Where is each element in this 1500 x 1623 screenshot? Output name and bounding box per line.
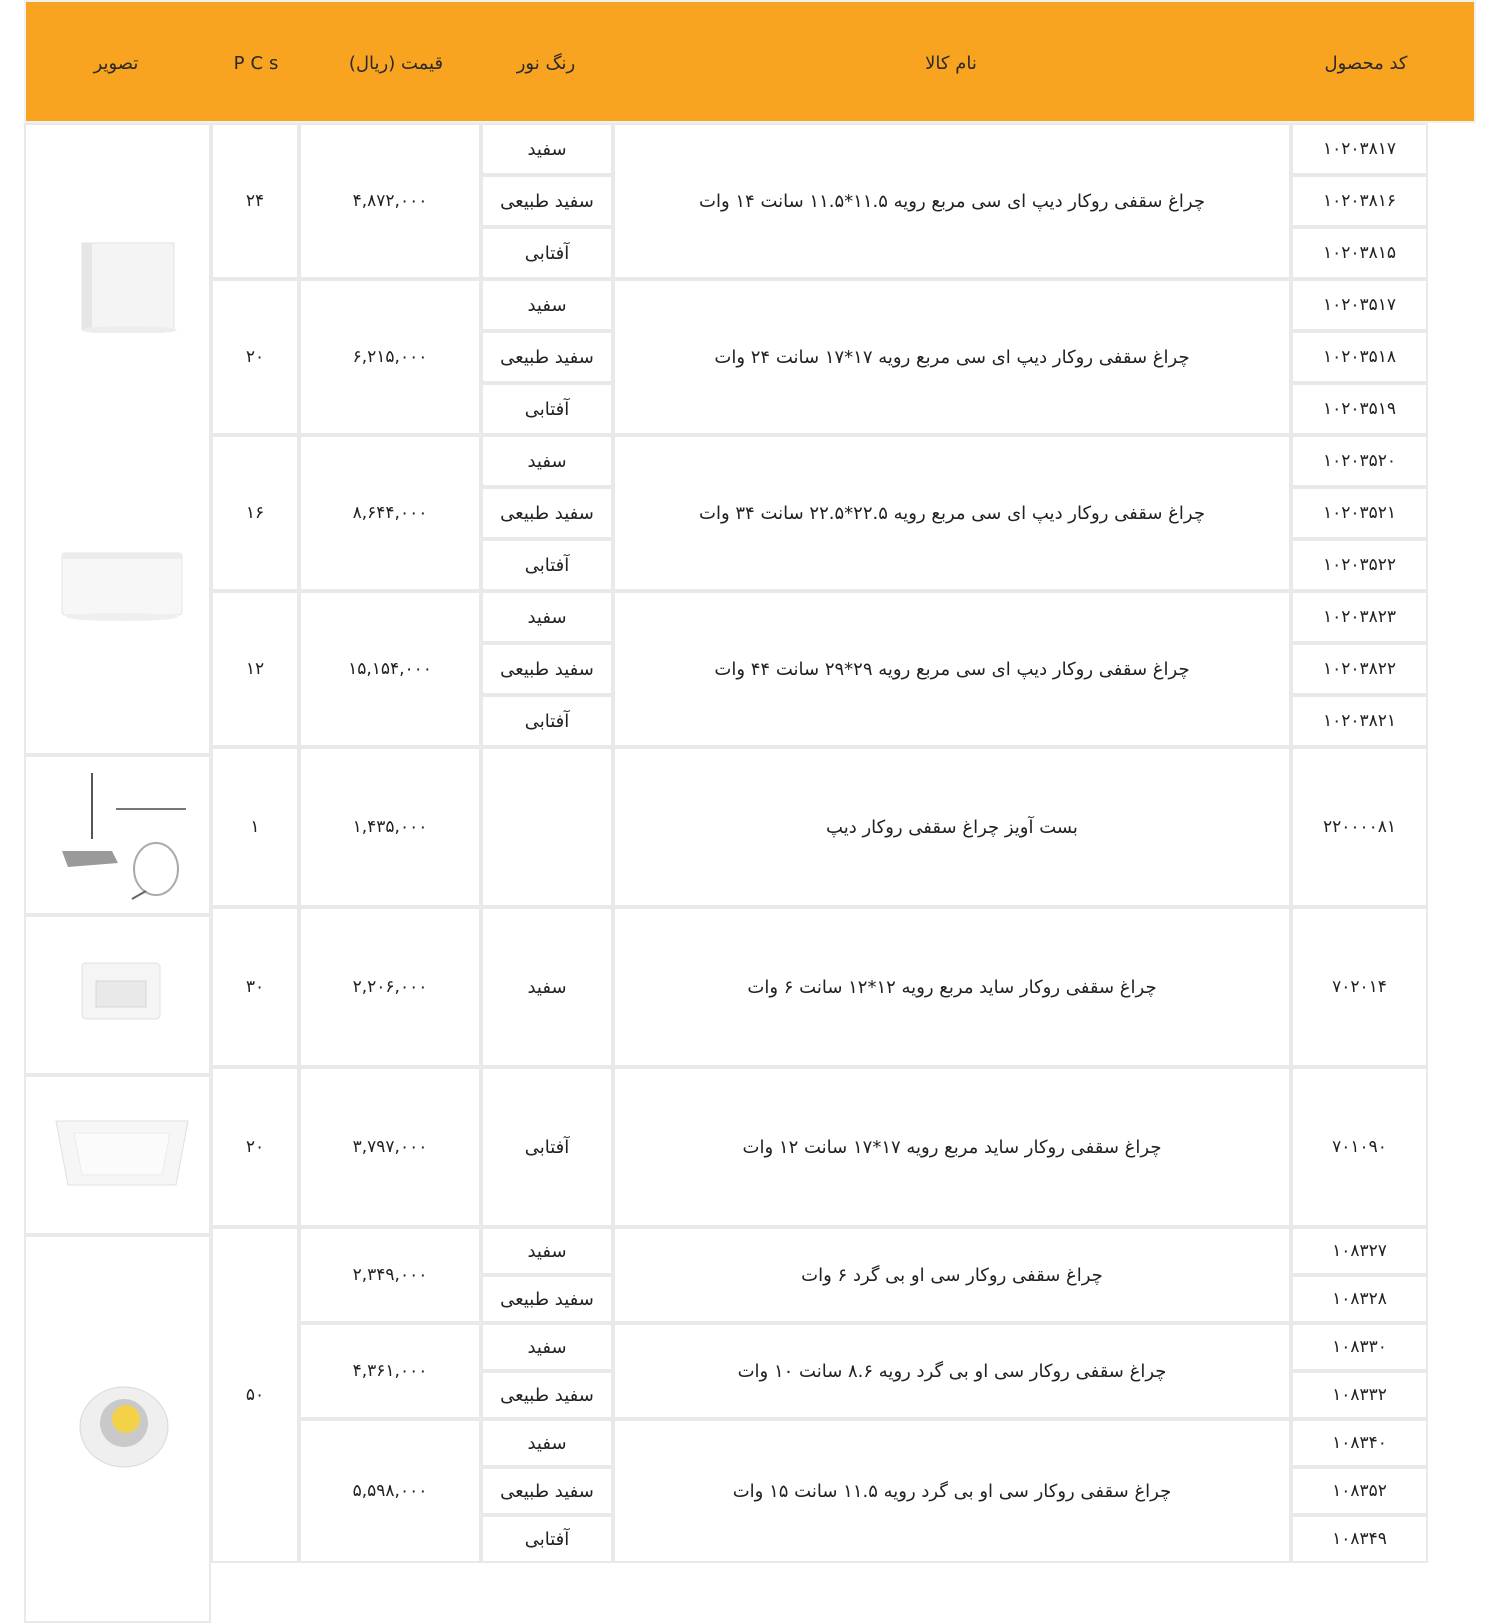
light-color-cell: آفتابی (481, 539, 613, 591)
light-color-cell: سفید (481, 1323, 613, 1371)
product-name-cell: چراغ سقفی روکار دیپ ای سی مربع رویه ۱۷*۱۷ سانت ۲۴ وات (613, 279, 1291, 435)
light-color-cell: سفید (481, 907, 613, 1067)
pcs-cell: ۵۰ (211, 1227, 299, 1563)
light-color-cell: سفید (481, 123, 613, 175)
price-cell: ۸,۶۴۴,۰۰۰ (299, 435, 481, 591)
small-square-light-icon (76, 957, 166, 1027)
price-cell: ۱,۴۳۵,۰۰۰ (299, 747, 481, 907)
image-cell (24, 1235, 211, 1623)
light-color-cell: سفید (481, 591, 613, 643)
light-color-cell: آفتابی (481, 695, 613, 747)
product-code-cell: ۱۰۸۳۳۲ (1291, 1371, 1428, 1419)
product-code-cell: ۱۰۸۳۴۹ (1291, 1515, 1428, 1563)
light-color-cell: سفید طبیعی (481, 487, 613, 539)
header-image: تصویر (93, 53, 139, 74)
price-cell: ۱۵,۱۵۴,۰۰۰ (299, 591, 481, 747)
product-code-cell: ۱۰۲۰۳۸۱۵ (1291, 227, 1428, 279)
hanging-kit-icon (56, 769, 191, 904)
product-code-cell: ۱۰۸۳۴۰ (1291, 1419, 1428, 1467)
light-color-cell: سفید (481, 279, 613, 331)
light-color-cell: سفید طبیعی (481, 1467, 613, 1515)
product-name-cell: بست آویز چراغ سقفی روکار دیپ (613, 747, 1291, 907)
product-code-cell: ۱۰۸۳۳۰ (1291, 1323, 1428, 1371)
light-color-cell (481, 747, 613, 907)
product-code-cell: ۱۰۲۰۳۸۲۳ (1291, 591, 1428, 643)
pcs-cell: ۲۰ (211, 1067, 299, 1227)
product-name-cell: چراغ سقفی روکار دیپ ای سی مربع رویه ۱۱.۵*۱۱.۵ سانت ۱۴ وات (613, 123, 1291, 279)
light-color-cell: سفید طبیعی (481, 1371, 613, 1419)
light-color-cell: سفید طبیعی (481, 175, 613, 227)
price-cell: ۲,۳۴۹,۰۰۰ (299, 1227, 481, 1323)
light-color-cell: آفتابی (481, 1515, 613, 1563)
price-cell: ۵,۵۹۸,۰۰۰ (299, 1419, 481, 1563)
product-code-cell: ۱۰۲۰۳۵۲۰ (1291, 435, 1428, 487)
price-table (24, 0, 1476, 1623)
product-code-cell: ۱۰۸۳۲۸ (1291, 1275, 1428, 1323)
product-code-cell: ۱۰۲۰۳۵۱۸ (1291, 331, 1428, 383)
light-color-cell: آفتابی (481, 1067, 613, 1227)
header-color: رنگ نور (516, 53, 576, 74)
pcs-cell: ۱ (211, 747, 299, 907)
square-box-light-icon (74, 233, 184, 333)
square-panel-light-icon (56, 545, 186, 625)
product-code-cell: ۱۰۸۳۵۲ (1291, 1467, 1428, 1515)
product-name-cell: چراغ سقفی روکار سی او بی گرد رویه ۸.۶ سانت ۱۰ وات (613, 1323, 1291, 1419)
product-code-cell: ۷۰۲۰۱۴ (1291, 907, 1428, 1067)
light-color-cell: سفید طبیعی (481, 643, 613, 695)
product-name-cell: چراغ سقفی روکار ساید مربع رویه ۱۷*۱۷ سانت ۱۲ وات (613, 1067, 1291, 1227)
product-code-cell: ۱۰۲۰۳۵۲۱ (1291, 487, 1428, 539)
product-code-cell: ۱۰۲۰۳۸۲۲ (1291, 643, 1428, 695)
light-color-cell: آفتابی (481, 383, 613, 435)
price-cell: ۲,۲۰۶,۰۰۰ (299, 907, 481, 1067)
product-name-cell: چراغ سقفی روکار سی او بی گرد ۶ وات (613, 1227, 1291, 1323)
light-color-cell: سفید (481, 1419, 613, 1467)
price-cell: ۴,۸۷۲,۰۰۰ (299, 123, 481, 279)
table-body (24, 123, 1476, 1623)
product-name-cell: چراغ سقفی روکار سی او بی گرد رویه ۱۱.۵ سانت ۱۵ وات (613, 1419, 1291, 1563)
product-name-cell: چراغ سقفی روکار دیپ ای سی مربع رویه ۲۲.۵*۲۲.۵ سانت ۳۴ وات (613, 435, 1291, 591)
product-code-cell: ۲۲۰۰۰۰۸۱ (1291, 747, 1428, 907)
product-code-cell: ۱۰۲۰۳۸۲۱ (1291, 695, 1428, 747)
light-color-cell: آفتابی (481, 227, 613, 279)
header-name: نام کالا (925, 53, 977, 74)
product-code-cell: ۷۰۱۰۹۰ (1291, 1067, 1428, 1227)
pcs-cell: ۱۶ (211, 435, 299, 591)
product-code-cell: ۱۰۸۳۲۷ (1291, 1227, 1428, 1275)
pcs-cell: ۳۰ (211, 907, 299, 1067)
header-price: قیمت (ریال) (348, 53, 444, 74)
light-color-cell: سفید طبیعی (481, 331, 613, 383)
table-header (24, 0, 1476, 123)
pcs-cell: ۲۰ (211, 279, 299, 435)
price-cell: ۶,۲۱۵,۰۰۰ (299, 279, 481, 435)
product-code-cell: ۱۰۲۰۳۸۱۶ (1291, 175, 1428, 227)
light-color-cell: سفید (481, 435, 613, 487)
price-cell: ۳,۷۹۷,۰۰۰ (299, 1067, 481, 1227)
header-code: کد محصول (1324, 53, 1408, 74)
price-cell: ۴,۳۶۱,۰۰۰ (299, 1323, 481, 1419)
image-cell (24, 1075, 211, 1235)
product-code-cell: ۱۰۲۰۳۵۱۷ (1291, 279, 1428, 331)
product-code-cell: ۱۰۲۰۳۵۲۲ (1291, 539, 1428, 591)
product-code-cell: ۱۰۲۰۳۵۱۹ (1291, 383, 1428, 435)
header-pcs: PCs (233, 53, 285, 74)
product-name-cell: چراغ سقفی روکار ساید مربع رویه ۱۲*۱۲ سانت ۶ وات (613, 907, 1291, 1067)
pcs-cell: ۱۲ (211, 591, 299, 747)
image-cell (24, 755, 211, 915)
square-slim-panel-icon (50, 1111, 195, 1196)
pcs-cell: ۲۴ (211, 123, 299, 279)
product-name-cell: چراغ سقفی روکار دیپ ای سی مربع رویه ۲۹*۲۹ سانت ۴۴ وات (613, 591, 1291, 747)
light-color-cell: سفید (481, 1227, 613, 1275)
image-cell (24, 123, 211, 755)
image-cell (24, 915, 211, 1075)
product-code-cell: ۱۰۲۰۳۸۱۷ (1291, 123, 1428, 175)
round-cob-light-icon (74, 1377, 174, 1472)
light-color-cell: سفید طبیعی (481, 1275, 613, 1323)
